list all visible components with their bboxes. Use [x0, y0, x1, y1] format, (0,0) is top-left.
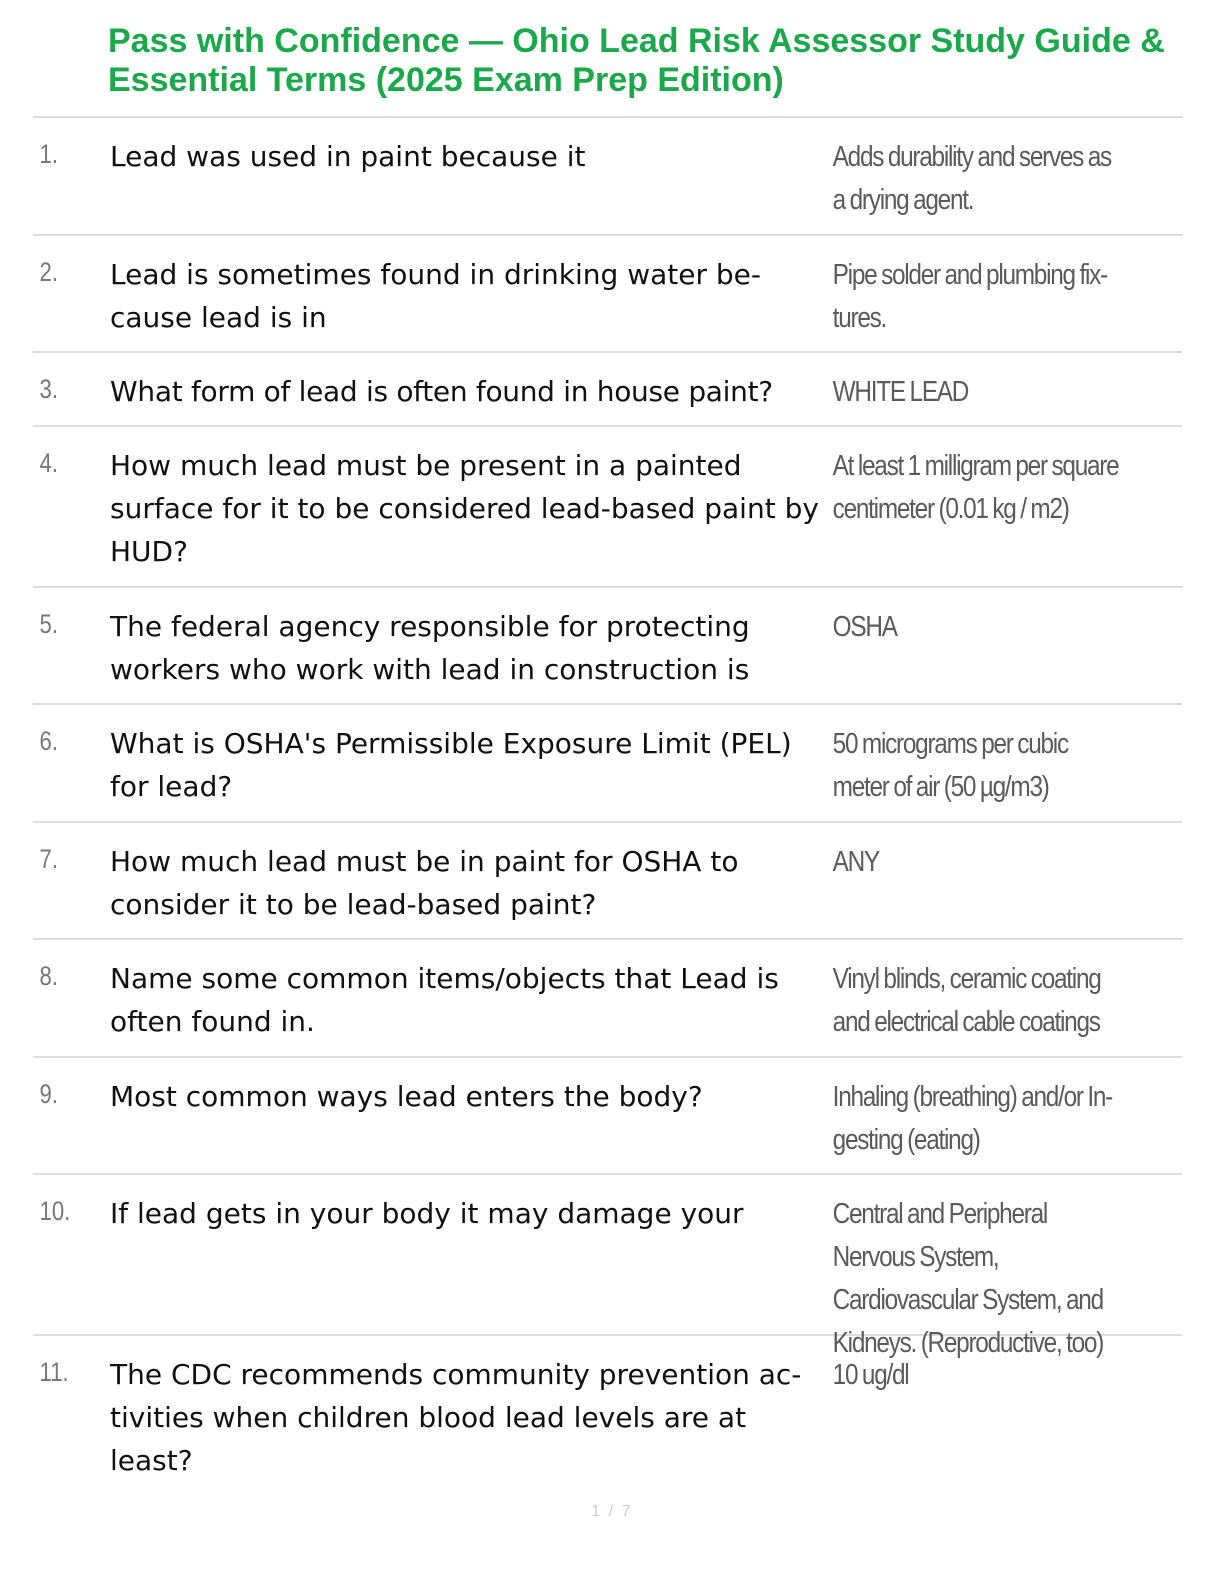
- term-answer: Adds durability and serves as a drying agent.: [832, 141, 1111, 216]
- term-question: Name some common items/objects that Lead is often found in.: [110, 962, 779, 1038]
- term-answer: ANY: [832, 846, 879, 878]
- term-number: 9.: [39, 1079, 59, 1109]
- term-question: Most common ways lead enters the body?: [110, 1080, 703, 1113]
- term-row: [33, 823, 1182, 940]
- term-row: [33, 705, 1182, 823]
- term-number: 3.: [39, 374, 59, 404]
- term-number: 11.: [39, 1357, 69, 1387]
- term-row: [33, 118, 1182, 236]
- term-answer: At least 1 milligram per square centimeter (0.01 kg / m2): [832, 450, 1119, 525]
- term-row: [33, 353, 1182, 427]
- term-number: 8.: [39, 961, 59, 991]
- term-row: [33, 236, 1182, 353]
- term-question: The CDC recommends community prevention ac-tivities when children blood lead levels are at least?: [110, 1358, 802, 1477]
- term-number: 10.: [39, 1196, 71, 1226]
- term-question: Lead is sometimes found in drinking water be-cause lead is in: [110, 258, 761, 334]
- term-number: 6.: [39, 726, 59, 756]
- term-question: How much lead must be present in a painted surface for it to be considered lead-based paint by HUD?: [110, 449, 819, 568]
- term-question: If lead gets in your body it may damage your: [110, 1197, 744, 1230]
- term-question: Lead was used in paint because it: [110, 140, 586, 173]
- term-answer: 10 ug/dl: [832, 1359, 909, 1391]
- term-question: How much lead must be in paint for OSHA to consider it to be lead-based paint?: [110, 845, 739, 921]
- term-question: What is OSHA's Permissible Exposure Limit (PEL) for lead?: [110, 727, 792, 803]
- term-answer: OSHA: [832, 611, 897, 643]
- term-row: [33, 1058, 1182, 1175]
- term-row: [33, 1336, 1182, 1486]
- term-question: What form of lead is often found in house paint?: [110, 375, 773, 408]
- term-row: [33, 588, 1182, 705]
- term-answer: Vinyl blinds, ceramic coating and electrical cable coatings: [832, 963, 1101, 1038]
- term-question: The federal agency responsible for protecting workers who work with lead in construction is: [110, 610, 750, 686]
- term-row: [33, 427, 1182, 588]
- page-title: Pass with Confidence — Ohio Lead Risk Assessor Study Guide & Essential Terms (2025 Exam Prep Edition): [108, 22, 1165, 99]
- term-answer: Inhaling (breathing) and/or In-gesting (eating): [832, 1081, 1113, 1156]
- term-number: 1.: [39, 139, 59, 169]
- page-number: 1 / 7: [591, 1503, 633, 1520]
- term-number: 5.: [39, 609, 59, 639]
- term-row: [33, 940, 1182, 1058]
- term-list: [33, 116, 1182, 1486]
- term-answer: Pipe solder and plumbing fix-tures.: [832, 259, 1107, 334]
- term-answer: WHITE LEAD: [832, 376, 969, 408]
- term-row: [33, 1175, 1182, 1359]
- term-number: 4.: [39, 448, 59, 478]
- term-answer: Central and Peripheral Nervous System, Cardiovascular System, and Kidneys. (Reproductive, too): [832, 1198, 1104, 1359]
- term-number: 7.: [39, 844, 59, 874]
- term-answer: 50 micrograms per cubic meter of air (50 µg/m3): [832, 728, 1068, 803]
- term-number: 2.: [39, 257, 59, 287]
